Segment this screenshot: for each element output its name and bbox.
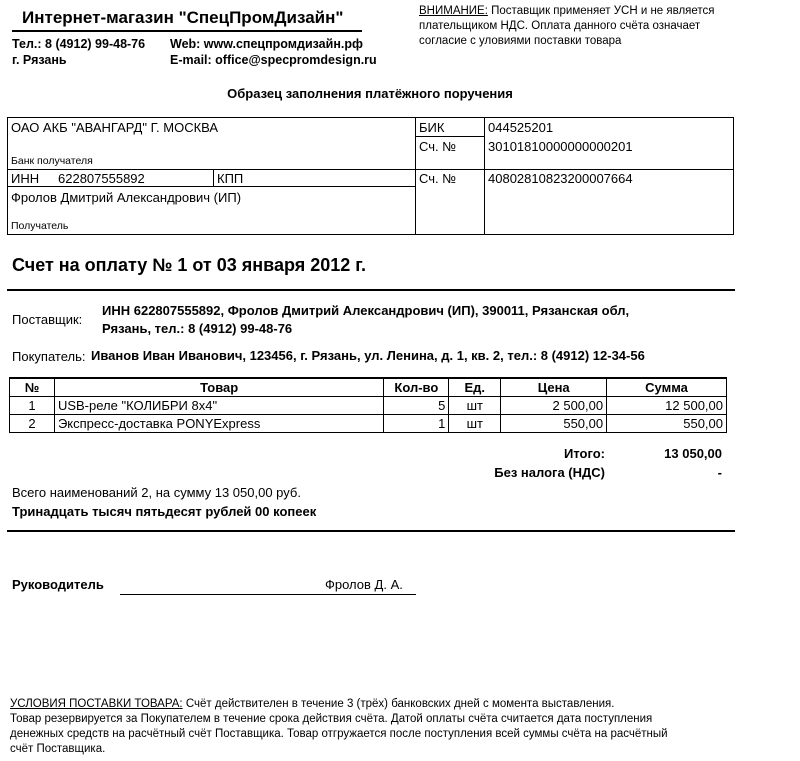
payment-sample-title: Образец заполнения платёжного поручения — [227, 86, 513, 101]
signature-name: Фролов Д. А. — [325, 577, 403, 592]
row-quantity: 1 — [384, 415, 449, 433]
inn-label: ИНН — [11, 171, 40, 186]
row-price: 2 500,00 — [501, 397, 607, 415]
terms-line-3: денежных средств на расчётный счёт Поставщика. Товар отгружается после поступления всей суммы счёта на расчётный — [10, 728, 668, 740]
summary-in-words: Тринадцать тысяч пятьдесят рублей 00 копеек — [12, 504, 317, 519]
bank-divider — [8, 169, 733, 170]
row-price: 550,00 — [501, 415, 607, 433]
table-row — [10, 415, 727, 433]
notice-heading: ВНИМАНИЕ: — [419, 5, 488, 17]
buyer-label: Покупатель: — [12, 349, 86, 364]
signature-role: Руководитель — [12, 577, 104, 592]
title-underline — [12, 30, 362, 32]
vat-label: Без налога (НДС) — [494, 465, 605, 480]
shop-web: Web: www.спецпромдизайн.рф — [170, 37, 363, 51]
col-header-sum: Сумма — [607, 378, 727, 397]
supplier-label: Поставщик: — [12, 312, 83, 327]
supplier-line-1: ИНН 622807555892, Фролов Дмитрий Александрович (ИП), 390011, Рязанская обл, — [102, 303, 630, 318]
account-label: Сч. № — [419, 171, 457, 186]
total-label: Итого: — [564, 446, 605, 461]
bank-label: Банк получателя — [11, 155, 93, 167]
terms-line-2: Товар резервируется за Покупателем в течение срока действия счёта. Датой оплаты счёта считается дата поступления — [10, 713, 653, 725]
bank-divider — [213, 169, 214, 186]
vat-value: - — [717, 465, 722, 480]
table-row — [10, 397, 727, 415]
divider-line — [7, 530, 735, 532]
terms-heading: УСЛОВИЯ ПОСТАВКИ ТОВАРА: — [10, 698, 183, 710]
row-sum: 12 500,00 — [607, 397, 727, 415]
vat-notice — [419, 4, 719, 49]
invoice-title: Счет на оплату № 1 от 03 января 2012 г. — [12, 255, 366, 275]
inn-value: 622807555892 — [58, 171, 145, 186]
divider-line — [7, 289, 735, 291]
bank-details-box — [7, 117, 734, 235]
bank-divider — [415, 136, 484, 137]
terms-line-4: счёт Поставщика. — [10, 743, 106, 755]
summary-count: Всего наименований 2, на сумму 13 050,00 руб. — [12, 485, 301, 500]
row-number: 1 — [10, 397, 55, 415]
terms-line-1 — [10, 697, 710, 712]
bank-divider — [484, 118, 485, 234]
row-unit: шт — [449, 415, 501, 433]
row-number: 2 — [10, 415, 55, 433]
shop-city: г. Рязань — [12, 53, 67, 67]
row-product: Экспресс-доставка PONYExpress — [54, 415, 383, 433]
notice-text: Поставщик применяет УСН и не является плательщиком НДС. Оплата данного счёта означает согласие с уловиями поставки товара — [419, 5, 715, 47]
supplier-line-2: Рязань, тел.: 8 (4912) 99-48-76 — [102, 321, 293, 336]
col-header-price: Цена — [501, 378, 607, 397]
col-header-quantity: Кол-во — [384, 378, 449, 397]
recipient-name: Фролов Дмитрий Александрович (ИП) — [11, 190, 242, 205]
total-value: 13 050,00 — [664, 446, 722, 461]
shop-email: E-mail: office@specpromdesign.ru — [170, 53, 377, 67]
col-header-number: № — [10, 378, 55, 397]
delivery-terms — [10, 697, 710, 757]
bank-divider — [8, 186, 415, 187]
bank-name: ОАО АКБ "АВАНГАРД" Г. МОСКВА — [11, 120, 219, 135]
row-quantity: 5 — [384, 397, 449, 415]
row-unit: шт — [449, 397, 501, 415]
account-value: 40802810823200007664 — [488, 171, 633, 186]
row-product: USB-реле "КОЛИБРИ 8x4" — [54, 397, 383, 415]
buyer-value: Иванов Иван Иванович, 123456, г. Рязань, ул. Ленина, д. 1, кв. 2, тел.: 8 (4912) 12-34-56 — [91, 348, 645, 363]
bik-label: БИК — [419, 120, 445, 135]
col-header-unit: Ед. — [449, 378, 501, 397]
terms-text: Счёт действителен в течение 3 (трёх) банковских дней с момента выставления. — [185, 698, 615, 710]
shop-title: Интернет-магазин "СпецПромДизайн" — [22, 8, 344, 27]
signature-line — [120, 594, 416, 595]
col-header-product: Товар — [54, 378, 383, 397]
shop-phone: Тел.: 8 (4912) 99-48-76 — [12, 37, 146, 51]
corr-account-value: 30101810000000000201 — [488, 139, 633, 154]
recipient-label: Получатель — [11, 220, 69, 232]
kpp-label: КПП — [217, 171, 244, 186]
items-table — [9, 377, 727, 433]
corr-account-label: Сч. № — [419, 139, 457, 154]
bik-value: 044525201 — [488, 120, 554, 135]
table-header-row — [10, 378, 727, 397]
row-sum: 550,00 — [607, 415, 727, 433]
